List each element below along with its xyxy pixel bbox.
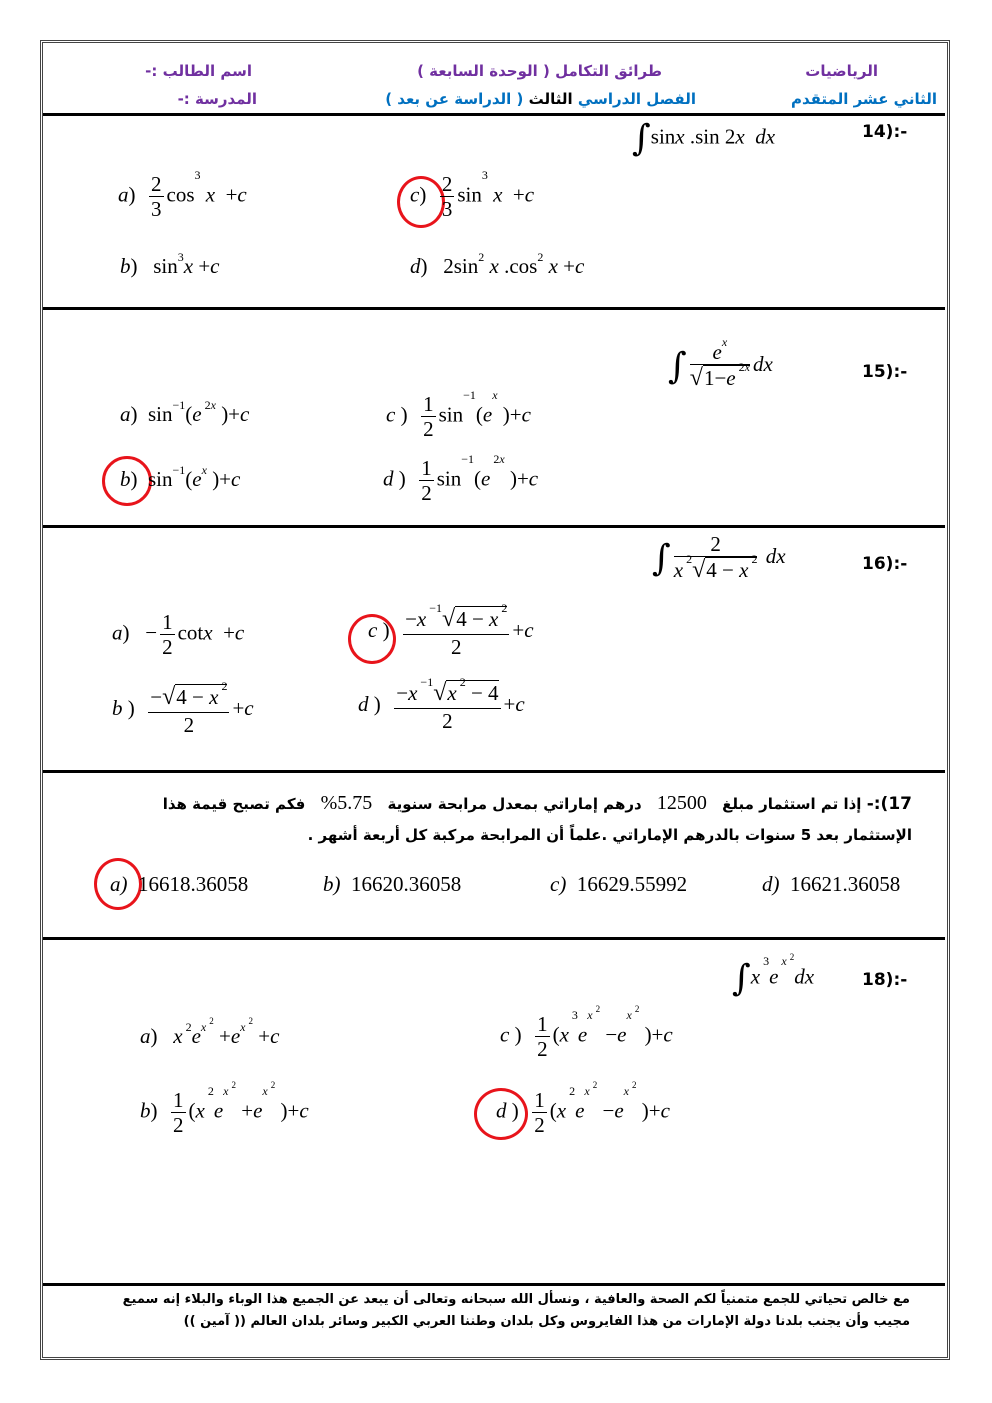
q14-option-a: a) $\frac{2}{3}$ $\cos^3 x +c$ (118, 168, 247, 222)
worksheet-title: طرائق التكامل ( الوحدة السابعة ) (417, 62, 662, 80)
q18-option-d: d ) $\frac{1}{2}$ (x $^2e^{x ^2} -e^{x ^2}$ )+c (496, 1080, 670, 1138)
q17-text-line2: الإستثمار بعد 5 سنوات بالدرهم الإماراتي .علماً أن المرابحة مركبة كل أربعة أشهر . (307, 826, 912, 844)
q18-option-a: a) x $^2e^{x ^2} +e^{x ^2} +c$ (140, 1016, 280, 1048)
q18-option-b: b) $\frac{1}{2}$ (x $^2e^{x ^2} +e^{x ^2}$ )+c (140, 1080, 309, 1138)
divider (43, 1283, 945, 1286)
q16-number: 16):- (862, 554, 908, 574)
q18-number: 18):- (862, 970, 908, 990)
q17-option-c: c) 16629.55992 (550, 872, 688, 896)
divider (43, 113, 945, 116)
divider (43, 307, 945, 310)
school-label: المدرسة :- (177, 90, 257, 108)
student-name-label: اسم الطالب :- (145, 62, 252, 80)
q16-option-b: b ) $\frac{-√4 - x ^2}{2}$ +c (112, 679, 254, 737)
term-prefix: الفصل الدراسي (577, 90, 696, 108)
q17-option-b: b) 16620.36058 (323, 872, 462, 896)
q15-number: 15):- (862, 362, 908, 382)
q16-option-a: a) − $\frac{1}{2}$ cotx +c (112, 610, 245, 660)
q15-option-b: b) $\sin^{-1}(e^x$ )+c (120, 463, 241, 491)
grade-label: الثاني عشر المتقدم (790, 90, 937, 108)
q17-text-line1: 17):- إذا تم استثمار مبلغ 12500 درهم إماراتي بمعدل مرابحة سنوية 5.75% فكم تصبح قيمة هذا (162, 792, 912, 814)
q16-option-d: d ) $\frac{-x ^{-1}√x ^2 - 4}{2}$ +c (358, 675, 525, 733)
q15-integral: ∫ $\frac{e^x}{√1-e ^{2x}}$ dx (668, 335, 773, 392)
q14-option-b: b) $\sin^3x +c$ (120, 250, 220, 278)
q16-integral: ∫ $\frac{2}{x ^2√4 - x ^2}$ dx (652, 532, 786, 584)
q14-integral: ∫sinx .sin 2x dx (632, 118, 776, 159)
footer-line1: مع خالص تحياتي للجمع متمنياً لكم الصحة والعافية ، ونسأل الله سبحانه وتعالى أن يبعد عن الجميع هذا الوباء والبلاء إنه سميع (122, 1292, 910, 1307)
divider (43, 525, 945, 528)
q14-number: 14):- (862, 122, 908, 142)
q17-option-d: d) 16621.36058 (762, 872, 901, 896)
divider (43, 770, 945, 773)
footer-line2: مجيب وأن يجنب بلدنا دولة الإمارات من هذا الفايروس وكل بلدان وطننا العربي الكبير وسائر بلدان العالم (( آمين )) (183, 1314, 910, 1329)
q15-option-c: c ) $\frac{1}{2}$ $\sin^{-1}(e^x$ )+c (386, 388, 531, 442)
term-bold: الثالث (528, 90, 573, 108)
term-line (385, 90, 696, 108)
q18-integral: ∫x $^3$e $^{x ^2}$dx (732, 952, 815, 999)
q14-option-c: c) $\frac{2}{3}$ $\sin^3 x +c$ (410, 168, 535, 222)
divider (43, 937, 945, 940)
q16-option-c: c ) $\frac{-x ^{-1}√4 - x ^2}{2}$ +c (368, 601, 534, 659)
q18-option-c: c ) $\frac{1}{2}$ (x $^3e^{x ^2} -e^{x ^2}$ )+c (500, 1004, 673, 1062)
q15-option-d: d ) $\frac{1}{2}$ $\sin^{-1}(e$ $^{2x}$ )+c (383, 452, 539, 506)
term-suffix: ( الدراسة عن بعد ) (385, 90, 524, 108)
q17-option-a: a) 16618.36058 (110, 872, 249, 896)
q15-option-a: a) $\sin^{-1}(e$ $^{2x}$ )+c (120, 398, 250, 426)
subject-label: الرياضيات (805, 62, 878, 80)
q14-option-d: d) $2\sin^2$ x $.\cos^2$ x +c (410, 250, 585, 278)
